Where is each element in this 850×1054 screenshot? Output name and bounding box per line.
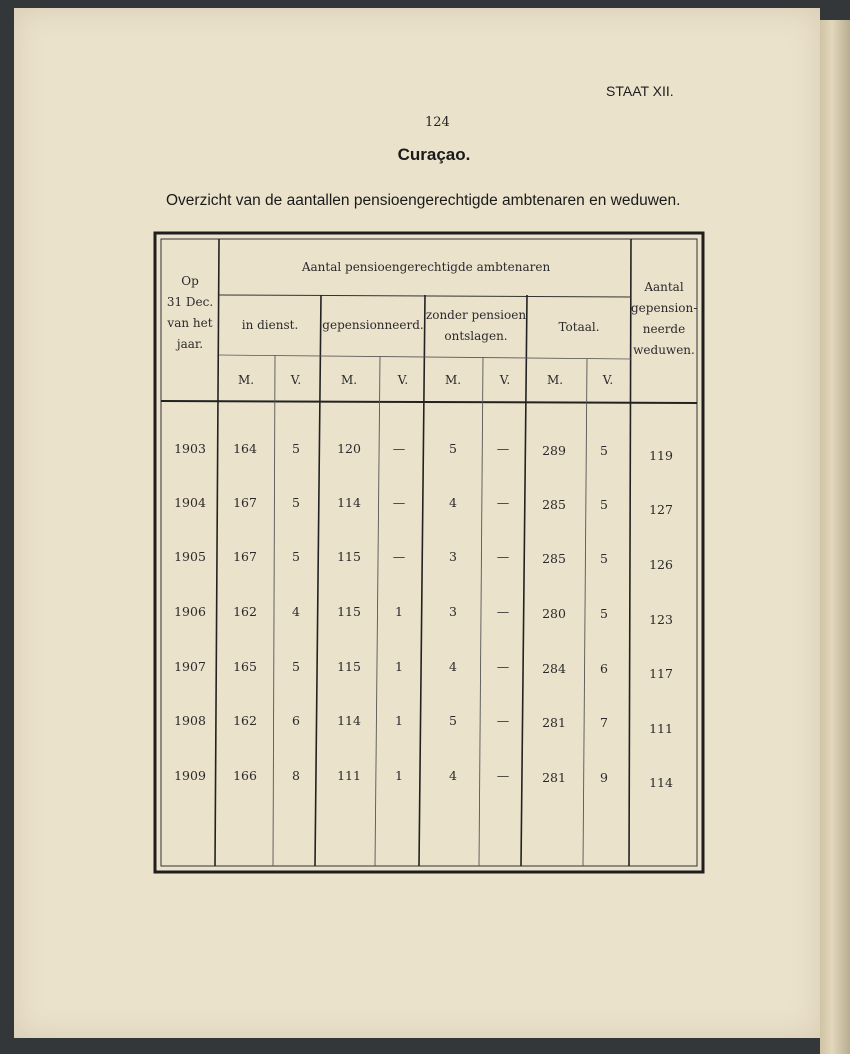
row-weduwen: 119 [649,448,673,463]
table-cell: 166 [233,768,257,783]
table-cell: 6 [600,661,608,676]
table-cell: — [496,549,510,564]
table-cell: 162 [233,604,257,619]
table-cell: 115 [337,659,361,674]
table-cell: 5 [600,443,608,458]
table-cell: 4 [292,604,300,619]
table-cell: 5 [292,549,300,564]
table-cell: — [392,549,406,564]
table-cell: 1 [395,604,403,619]
table-cell: — [496,604,510,619]
table-cell: 5 [449,713,457,728]
table-cell: — [496,441,510,456]
table-cell: 167 [233,495,257,510]
row-weduwen: 126 [649,557,673,572]
table-cell: 4 [449,768,457,783]
table-cell: — [392,441,406,456]
header-group: Aantal pensioengerechtigde ambtenaren [301,260,551,274]
table-cell: 9 [600,770,608,785]
table-cell: 4 [449,495,457,510]
table-cell: 4 [449,659,457,674]
table-cell: 3 [449,604,457,619]
pension-table [153,231,705,874]
table-cell: 114 [337,495,361,510]
table-cell: 1 [395,768,403,783]
table-cell: 3 [449,549,457,564]
header-mv-label: M. [546,373,564,387]
table-cell: 5 [600,606,608,621]
table-cell: 289 [542,443,566,458]
table-cell: 281 [542,770,566,785]
table-cell: — [496,713,510,728]
table-cell: 281 [542,715,566,730]
table-cell: — [496,495,510,510]
row-weduwen: 117 [649,666,673,681]
table-cell: 285 [542,497,566,512]
header-in-dienst: in dienst. [241,318,299,332]
table-cell: 1 [395,713,403,728]
table-cell: 1 [395,659,403,674]
row-year: 1909 [174,768,206,783]
table-cell: 162 [233,713,257,728]
table-cell: 5 [292,495,300,510]
row-weduwen: 127 [649,502,673,517]
row-year: 1906 [174,604,206,619]
staat-label: STAAT XII. [606,83,674,99]
table-cell: 280 [542,606,566,621]
row-year: 1905 [174,549,206,564]
table-cell: 164 [233,441,257,456]
page-edge [820,20,850,1054]
header-mv-label: V. [602,373,614,387]
table-cell: 285 [542,551,566,566]
table-cell: 114 [337,713,361,728]
table-cell: — [392,495,406,510]
table-cell: 5 [600,497,608,512]
row-weduwen: 111 [649,721,673,736]
header-mv-label: M. [444,373,462,387]
page-title: Curaçao. [397,145,471,164]
row-year: 1908 [174,713,206,728]
table-cell: 8 [292,768,300,783]
row-weduwen: 123 [649,612,673,627]
table-cell: 6 [292,713,300,728]
table-cell: — [496,659,510,674]
table-cell: — [496,768,510,783]
table-cell: 5 [449,441,457,456]
header-ontslagen: zonder pensioen ontslagen. [425,308,527,343]
table-cell: 167 [233,549,257,564]
table-cell: 5 [292,659,300,674]
page-subtitle: Overzicht van de aantallen pensioengerechtigde ambtenaren en weduwen. [166,192,681,209]
header-year: Op 31 Dec. van het jaar. [166,274,214,351]
table-cell: 115 [337,604,361,619]
table-cell: 5 [292,441,300,456]
page-number: 124 [425,115,450,130]
table-cell: 115 [337,549,361,564]
header-weduwen: Aantal gepension- neerde weduwen. [631,280,698,357]
header-mv-label: M. [340,373,358,387]
table-cell: 284 [542,661,566,676]
row-weduwen: 114 [649,775,673,790]
table-cell: 5 [600,551,608,566]
header-gepensionneerd: gepensionneerd. [322,318,424,332]
header-totaal: Totaal. [558,320,600,334]
row-year: 1903 [174,441,206,456]
table-cell: 165 [233,659,257,674]
row-year: 1907 [174,659,206,674]
table-cell: 111 [337,768,361,783]
header-mv-label: M. [237,373,255,387]
table-cell: 120 [337,441,361,456]
header-mv-label: V. [397,373,409,387]
row-year: 1904 [174,495,206,510]
table-cell: 7 [600,715,608,730]
header-mv-label: V. [290,373,302,387]
header-mv-label: V. [499,373,511,387]
